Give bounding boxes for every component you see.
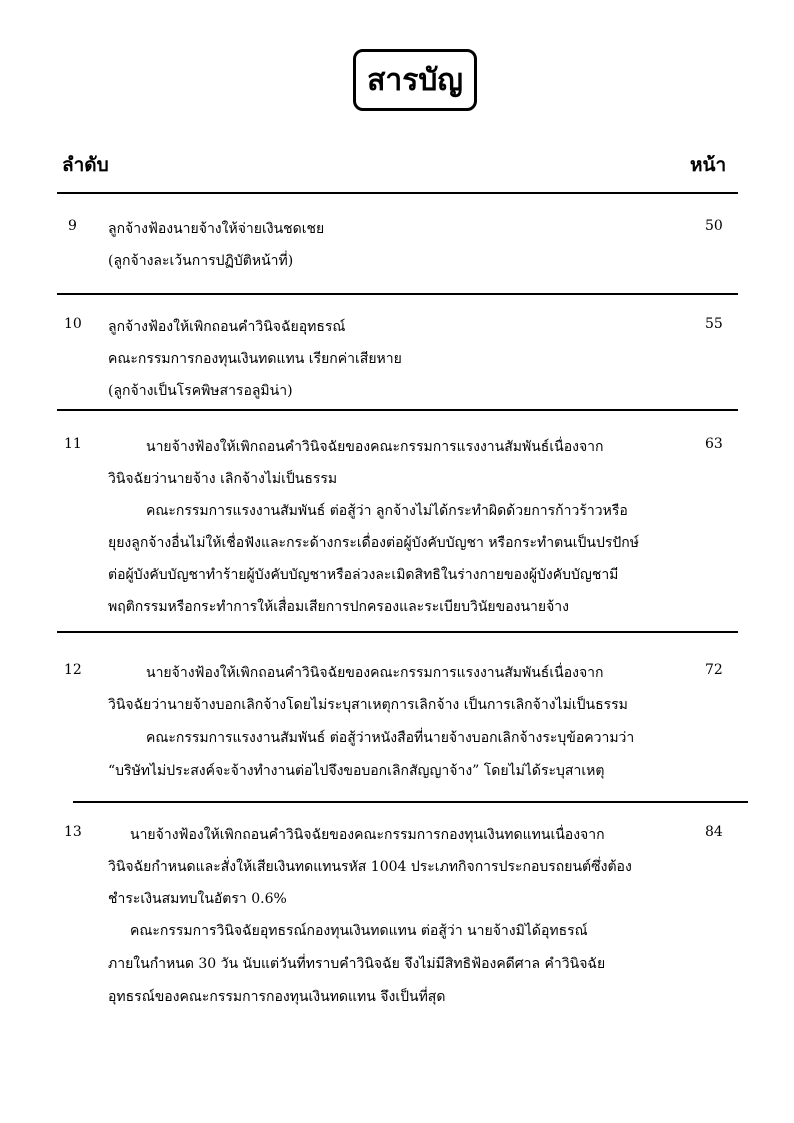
entry-text: ลูกจ้างฟ้องให้เพิกถอนคำวินิจฉัยอุทธรณ์ — [108, 319, 346, 335]
entry-text: คณะกรรมการวินิจฉัยอุทธรณ์กองทุนเงินทดแทน ต่อสู้ว่า นายจ้างมิได้อุทธรณ์ — [130, 923, 588, 939]
column-header-page: หน้า — [690, 154, 727, 176]
entry-text: (ลูกจ้างเป็นโรคพิษสารอลูมิน่า) — [108, 383, 293, 399]
entry-text: คณะกรรมการกองทุนเงินทดแทน เรียกค่าเสียหาย — [108, 351, 402, 367]
entry-text: นายจ้างฟ้องให้เพิกถอนคำวินิจฉัยของคณะกรรมการกองทุนเงินทดแทนเนื่องจาก — [130, 827, 605, 843]
entry-text: คณะกรรมการแรงงานสัมพันธ์ ต่อสู้ว่า ลูกจ้างไม่ได้กระทำผิดด้วยการก้าวร้าวหรือ — [146, 503, 628, 519]
column-header-order: ลำดับ — [62, 154, 109, 176]
entry-text: พฤติกรรมหรือกระทำการให้เสื่อมเสียการปกครองและระเบียบวินัยของนายจ้าง — [108, 599, 569, 615]
entry-number: 9 — [68, 218, 77, 234]
entry-page: 63 — [705, 436, 723, 452]
entry-number: 11 — [64, 436, 82, 452]
entry-text: วินิจฉัยว่านายจ้าง เลิกจ้างไม่เป็นธรรม — [108, 471, 338, 487]
divider — [73, 801, 748, 803]
entry-text: คณะกรรมการแรงงานสัมพันธ์ ต่อสู้ว่าหนังสือที่นายจ้างบอกเลิกจ้างระบุข้อความว่า — [146, 730, 635, 746]
entry-text: “บริษัทไม่ประสงค์จะจ้างทำงานต่อไปจึงขอบอกเลิกสัญญาจ้าง” โดยไม่ได้ระบุสาเหตุ — [108, 763, 605, 779]
entry-text: (ลูกจ้างละเว้นการปฏิบัติหน้าที่) — [108, 253, 294, 269]
entry-text: ยุยงลูกจ้างอื่นไม่ให้เชื่อฟังและกระด้างกระเดื่องต่อผู้บังคับบัญชา หรือกระทำตนเป็นปรปักษ์ — [108, 535, 639, 551]
entry-number: 13 — [64, 824, 82, 840]
entry-text: นายจ้างฟ้องให้เพิกถอนคำวินิจฉัยของคณะกรรมการแรงงานสัมพันธ์เนื่องจาก — [146, 439, 604, 455]
entry-text: อุทธรณ์ของคณะกรรมการกองทุนเงินทดแทน จึงเป็นที่สุด — [108, 989, 446, 1005]
divider — [57, 293, 738, 295]
page-title: สารบัญ — [353, 49, 477, 111]
entry-text: วินิจฉัยกำหนดและสั่งให้เสียเงินทดแทนรหัส 1004 ประเภทกิจการประกอบรถยนต์ซึ่งต้อง — [108, 859, 632, 875]
divider — [57, 409, 738, 411]
entry-page: 55 — [705, 316, 723, 332]
entry-text: ภายในกำหนด 30 วัน นับแต่วันที่ทราบคำวินิจฉัย จึงไม่มีสิทธิฟ้องคดีศาล คำวินิจฉัย — [108, 956, 606, 972]
entry-text: ชำระเงินสมทบในอัตรา 0.6% — [108, 891, 287, 907]
entry-text: นายจ้างฟ้องให้เพิกถอนคำวินิจฉัยของคณะกรรมการแรงงานสัมพันธ์เนื่องจาก — [146, 665, 604, 681]
entry-page: 84 — [705, 824, 723, 840]
entry-text: ต่อผู้บังคับบัญชาทำร้ายผู้บังคับบัญชาหรือล่วงละเมิดสิทธิในร่างกายของผู้บังคับบัญชามี — [108, 567, 619, 583]
divider — [57, 631, 738, 633]
divider — [57, 192, 738, 194]
entry-page: 72 — [705, 662, 723, 678]
entry-text: วินิจฉัยว่านายจ้างบอกเลิกจ้างโดยไม่ระบุสาเหตุการเลิกจ้าง เป็นการเลิกจ้างไม่เป็นธรรม — [108, 697, 628, 713]
entry-number: 12 — [64, 662, 82, 678]
entry-number: 10 — [64, 316, 82, 332]
entry-page: 50 — [705, 218, 723, 234]
entry-text: ลูกจ้างฟ้องนายจ้างให้จ่ายเงินชดเชย — [108, 221, 325, 237]
